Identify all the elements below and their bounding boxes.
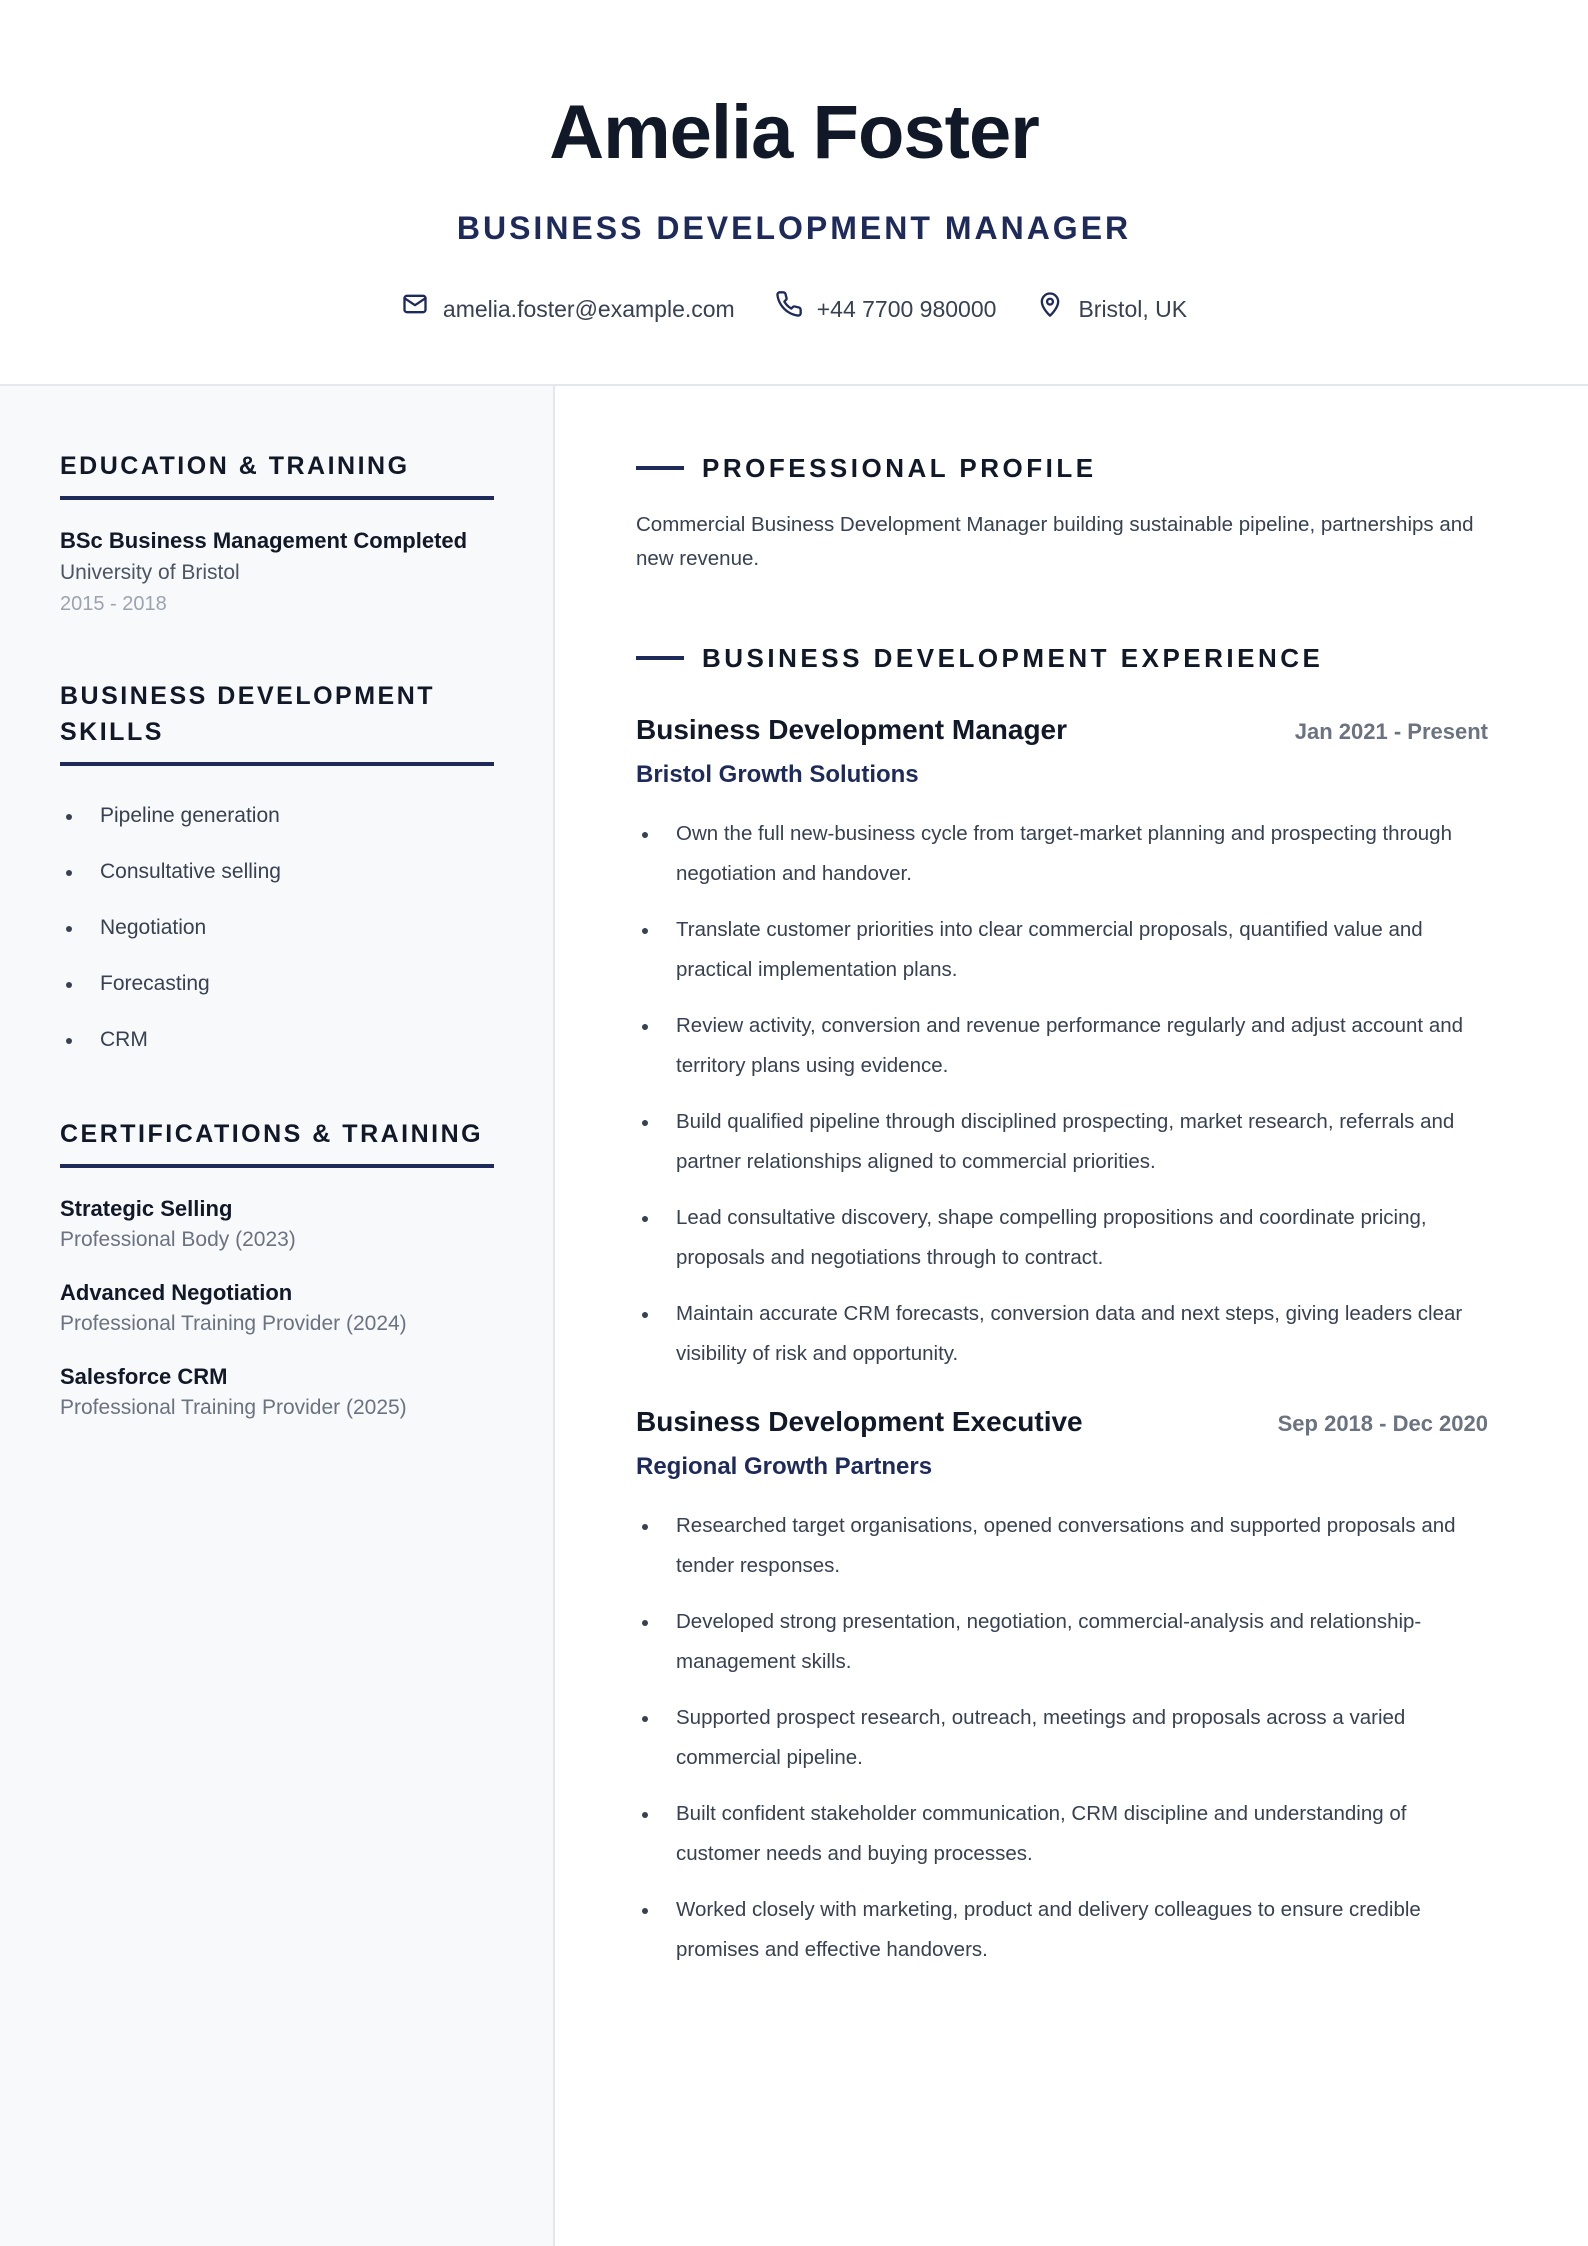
- candidate-name: Amelia Foster: [549, 90, 1039, 175]
- certification-item: [60, 1362, 494, 1424]
- profile-section: [636, 450, 1488, 576]
- certifications-section: [60, 1116, 494, 1424]
- certifications-heading: CERTIFICATIONS & TRAINING: [60, 1116, 494, 1168]
- contact-row: [0, 290, 1588, 328]
- job-dates: Sep 2018 - Dec 2020: [1277, 1411, 1488, 1436]
- location-pin-icon: [1036, 290, 1064, 328]
- skill-item: Consultative selling: [60, 844, 494, 900]
- job-dates: Jan 2021 - Present: [1294, 719, 1488, 744]
- profile-summary: Commercial Business Development Manager building sustainable pipeline, partnerships and new revenue.: [636, 513, 1474, 570]
- job-bullet: Translate customer priorities into clear commercial proposals, quantified value and practical implementation plans.: [636, 910, 1488, 990]
- job-entry: [636, 1402, 1488, 1970]
- certification-name: Strategic Selling: [60, 1196, 233, 1221]
- skill-item: CRM: [60, 1012, 494, 1068]
- profile-heading: [636, 450, 1488, 486]
- mail-icon: [401, 290, 429, 328]
- skill-item: Pipeline generation: [60, 788, 494, 844]
- education-years: 2015 - 2018: [60, 593, 167, 615]
- education-school: University of Bristol: [60, 561, 240, 584]
- job-company: Regional Growth Partners: [636, 1453, 933, 1480]
- job-bullet: Lead consultative discovery, shape compelling propositions and coordinate pricing, proposals and negotiations through to contract.: [636, 1198, 1488, 1278]
- job-bullets: [636, 1506, 1488, 1970]
- certification-item: [60, 1278, 494, 1340]
- job-bullet: Maintain accurate CRM forecasts, conversion data and next steps, giving leaders clear visibility of risk and opportunity.: [636, 1294, 1488, 1374]
- heading-accent-bar: [636, 656, 684, 660]
- heading-accent-bar: [636, 466, 684, 470]
- phone-text: +44 7700 980000: [816, 296, 997, 322]
- candidate-title: BUSINESS DEVELOPMENT MANAGER: [456, 210, 1132, 246]
- profile-heading-text: PROFESSIONAL PROFILE: [702, 453, 1097, 483]
- certification-org: Professional Body (2023): [60, 1228, 296, 1251]
- phone-icon: [775, 290, 803, 328]
- email-text: amelia.foster@example.com: [442, 296, 735, 322]
- job-bullets: [636, 814, 1488, 1374]
- certification-org: Professional Training Provider (2025): [60, 1396, 407, 1419]
- job-bullet: Own the full new-business cycle from target-market planning and prospecting through negotiation and handover.: [636, 814, 1488, 894]
- job-bullet: Build qualified pipeline through disciplined prospecting, market research, referrals and partner relationships aligned to commercial priorities.: [636, 1102, 1488, 1182]
- job-bullet: Supported prospect research, outreach, meetings and proposals across a varied commercial pipeline.: [636, 1698, 1488, 1778]
- contact-email[interactable]: [401, 290, 735, 328]
- skills-heading: BUSINESS DEVELOPMENT SKILLS: [60, 678, 494, 766]
- experience-section: [636, 640, 1488, 1986]
- skill-item: Negotiation: [60, 900, 494, 956]
- left-sidebar: [0, 386, 555, 2246]
- job-bullet: Review activity, conversion and revenue performance regularly and adjust account and territory plans using evidence.: [636, 1006, 1488, 1086]
- certification-name: Advanced Negotiation: [60, 1280, 293, 1305]
- skills-list: [60, 788, 494, 1068]
- job-role: Business Development Executive: [636, 1406, 1083, 1437]
- skills-section: [60, 678, 494, 1068]
- education-heading: EDUCATION & TRAINING: [60, 448, 494, 500]
- job-header: [636, 1402, 1488, 1444]
- certification-org: Professional Training Provider (2024): [60, 1312, 407, 1335]
- job-bullet: Developed strong presentation, negotiation, commercial-analysis and relationship-management skills.: [636, 1602, 1488, 1682]
- certification-name: Salesforce CRM: [60, 1364, 228, 1389]
- job-entry: [636, 710, 1488, 1374]
- contact-location: [1036, 290, 1187, 328]
- resume-header: [0, 0, 1588, 386]
- education-degree: BSc Business Management Completed: [60, 528, 468, 553]
- location-text: Bristol, UK: [1078, 296, 1188, 322]
- certification-item: [60, 1194, 494, 1256]
- job-header: [636, 710, 1488, 752]
- job-role: Business Development Manager: [636, 714, 1068, 745]
- education-section: [60, 448, 494, 618]
- experience-heading-text: BUSINESS DEVELOPMENT EXPERIENCE: [702, 643, 1324, 673]
- experience-heading: [636, 640, 1488, 676]
- skill-item: Forecasting: [60, 956, 494, 1012]
- job-bullet: Worked closely with marketing, product and delivery colleagues to ensure credible promises and effective handovers.: [636, 1890, 1488, 1970]
- job-bullet: Built confident stakeholder communication, CRM discipline and understanding of customer needs and buying processes.: [636, 1794, 1488, 1874]
- job-bullet: Researched target organisations, opened conversations and supported proposals and tender responses.: [636, 1506, 1488, 1586]
- contact-phone[interactable]: [775, 290, 997, 328]
- job-company: Bristol Growth Solutions: [636, 761, 919, 788]
